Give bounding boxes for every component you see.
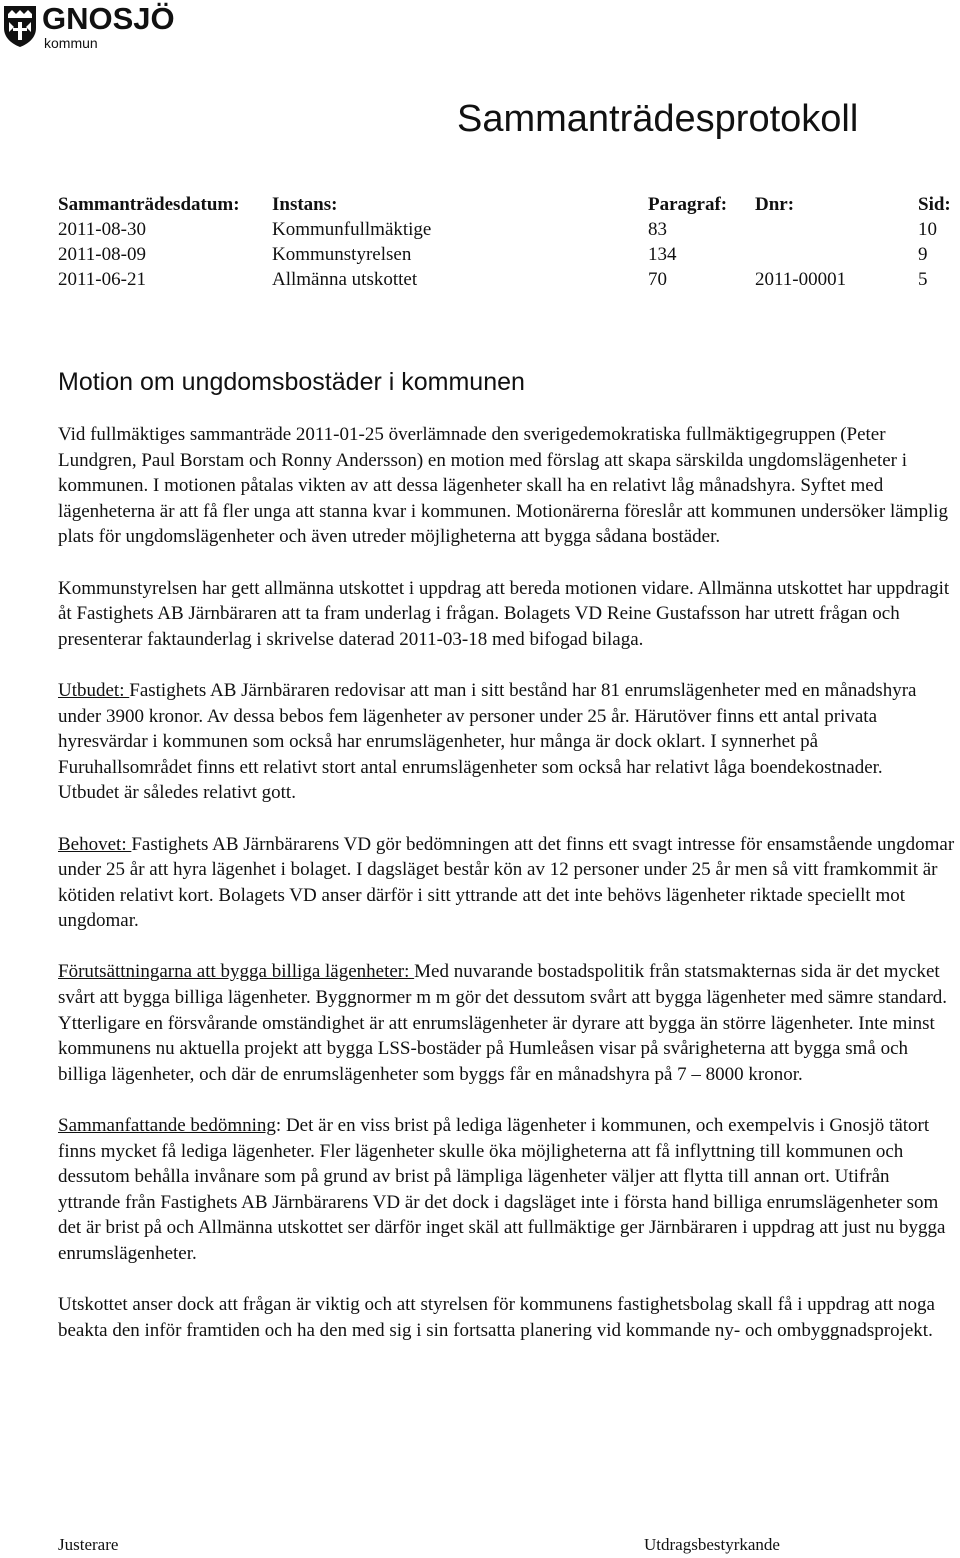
header-dnr: Dnr:: [755, 194, 795, 215]
meta-dnr: 2011-00001: [755, 269, 847, 290]
paragraph-text: Fastighets AB Järnbäraren redovisar att man i sitt bestånd har 81 enrumslägenheter med en månadshyra under 3900 kronor. Av dessa bebos fem lägenheter av personer under 25 år. Härutöver finns ett antal privata hyresvärdar i kommunen som också har enrumslägenheter, hur många är dock oklart. I synnerhet på Furuhallsområdet finns ett relativt stort antal enrumslägenheter som också har relativt låga boendekostnader.: [58, 679, 917, 778]
paragraph-text: Utbudet är således relativt gott.: [58, 782, 296, 804]
municipal-shield-icon: [2, 4, 38, 48]
paragraph-motion: Vid fullmäktiges sammanträde 2011-01-25 överlämnade den sverigedemokratiska fullmäktigegruppen (Peter Lundgren, Paul Borstam och Ronny Andersson) en motion med förslag att skapa särskilda ungdomslägenheter i kommunen. I motionen påtalas vikten av att dessa lägenheter skall ha en relativt låg månadshyra. Syftet med lägenheterna är att få fler unga att stanna kvar i kommunen. Motionärerna föreslår att kommunen undersöker lämplig plats för ungdomslägenheter och även utreder möjligheterna att bygga sådana bostäder.: [58, 424, 949, 548]
meta-page: 5: [918, 269, 928, 290]
paragraph-conditions: [58, 959, 956, 1087]
meta-row: [58, 217, 958, 242]
paragraph-label: Sammanfattande bedömning: [58, 1115, 276, 1137]
header-date: Sammanträdesdatum:: [58, 194, 240, 215]
paragraph-label: Behovet:: [58, 833, 132, 855]
paragraph-text: Fastighets AB Järnbärarens VD gör bedömningen att det finns ett svagt intresse för ensamstående ungdomar under 25 år att hyra lägenhet i bolaget. I dagsläget består kön av 12 personer under 25 år men så vitt framkommit är kötiden relativt kort. Bolagets VD anser därför i sitt yttrande att det inte behövs lägenheter riktade speciellt mot ungdomar.: [58, 833, 955, 932]
meta-date: 2011-08-30: [58, 219, 146, 240]
logo-name: GNOSJÖ: [42, 1, 175, 36]
paragraph-assignment: Kommunstyrelsen har gett allmänna utskottet i uppdrag att bereda motionen vidare. Allmänna utskottet har uppdragit åt Fastighets AB Järnbäraren att ta fram underlag i frågan. Bolagets VD Reine Gustafsson har utrett frågan och presenterar faktaunderlag i skrivelse daterad 2011-03-18 med bifogad bilaga.: [58, 577, 950, 650]
meta-page: 10: [918, 219, 937, 240]
meta-header-row: [58, 192, 958, 217]
meta-instance: Allmänna utskottet: [272, 269, 418, 290]
paragraph-demand: [58, 832, 956, 934]
paragraph-text: : Det är en viss brist på lediga lägenheter i kommunen, och exempelvis i Gnosjö tätort finns mycket få lediga lägenheter. Fler lägenheter skulle öka möjligheterna att få inflyttning till kommunen och dessutom behålla invånare som på grund av brist på lämpliga lägenheter väljer att flytta till annan ort. Utifrån yttrande från Fastighets AB Järnbärarens VD är det dock i dagsläget inte i första hand billiga enrumslägenheter som det är brist på och Allmänna utskottet ser därför inget skäl att fullmäktige ger Järnbäraren i uppdrag att just nu bygga enrumslägenheter.: [58, 1115, 946, 1264]
footer-justerare: Justerare: [58, 1535, 119, 1554]
meta-date: 2011-08-09: [58, 244, 146, 265]
meta-date: 2011-06-21: [58, 269, 146, 290]
header-page: Sid:: [918, 194, 951, 215]
paragraph-label: Utbudet:: [58, 679, 130, 701]
logo-subtitle: kommun: [44, 35, 98, 51]
section-title: Motion om ungdomsbostäder i kommunen: [58, 368, 525, 396]
meta-paragraph: 134: [648, 244, 677, 265]
header-instance: Instans:: [272, 194, 338, 215]
page-title: Sammanträdesprotokoll: [457, 98, 859, 140]
meta-row: [58, 242, 958, 267]
meta-instance: Kommunstyrelsen: [272, 244, 412, 265]
meeting-meta-table: [58, 192, 958, 292]
header-paragraph: Paragraf:: [648, 194, 728, 215]
footer-utdragsbestyrkande: Utdragsbestyrkande: [644, 1535, 780, 1554]
paragraph-assessment: [58, 1113, 956, 1267]
paragraph-label: Förutsättningarna att bygga billiga lägenheter:: [58, 961, 415, 983]
meta-paragraph: 70: [648, 269, 667, 290]
meta-row: [58, 267, 958, 292]
paragraph-conclusion: Utskottet anser dock att frågan är viktig och att styrelsen för kommunens fastighetsbolag skall få i uppdrag att noga beakta den inför framtiden och ha den med sig i sin fortsatta planering vid kommande ny- och ombyggnadsprojekt.: [58, 1294, 935, 1341]
paragraph-supply: [58, 678, 956, 806]
meta-instance: Kommunfullmäktige: [272, 219, 432, 240]
meta-paragraph: 83: [648, 219, 667, 240]
document-body: [58, 422, 956, 1369]
meta-page: 9: [918, 244, 928, 265]
gnosjo-logo: [2, 1, 175, 51]
paragraph-text: Med nuvarande bostadspolitik från statsmakternas sida är det mycket svårt att bygga billiga lägenheter. Byggnormer m m gör det dessutom svårt att bygga lägenheter med sämre standard. Ytterligare en försvårande omständighet är att enrumslägenheter är dyrare att bygga än större lägenheter. Inte minst kommunens nu aktuella projekt att bygga LSS-bostäder på Humleåsen visar på svårigheterna att bygga små och billiga lägenheter, och där de enrumslägenheter som byggs får en månadshyra på 7 – 8000 kronor.: [58, 961, 948, 1085]
